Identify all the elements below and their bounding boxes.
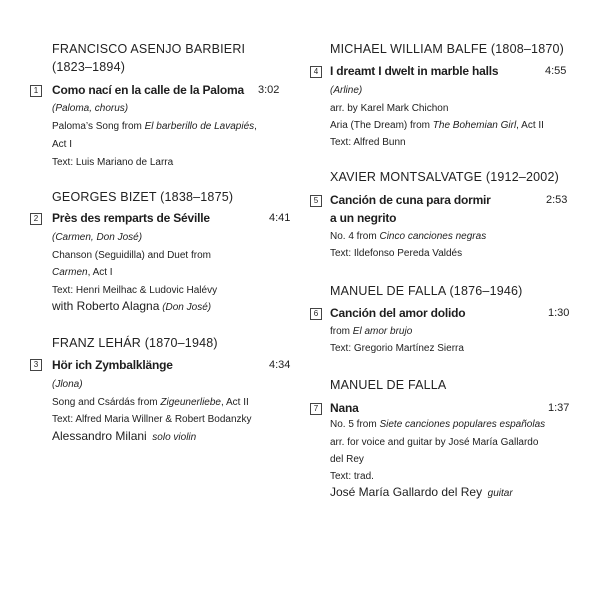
track-text-credit: Text: Gregorio Martínez Sierra (330, 343, 464, 354)
composer-name: GEORGES BIZET (1838–1875) (52, 190, 234, 204)
track-duration: 2:53 (546, 194, 568, 206)
track-number: 3 (30, 359, 42, 371)
track-description: Song and Csárdás from Zigeunerliebe, Act II (52, 397, 249, 408)
track-duration: 4:41 (269, 212, 291, 224)
track-arrangement: arr. for voice and guitar by José María Gallardo (330, 437, 539, 448)
composer-name: MICHAEL WILLIAM BALFE (1808–1870) (330, 42, 565, 56)
track-title: Canción de cuna para dormir (330, 193, 491, 207)
track-roles: (Paloma, chorus) (52, 103, 129, 114)
track-text-credit: Text: Ildefonso Pereda Valdés (330, 248, 463, 259)
track-duration: 4:34 (269, 359, 291, 371)
composer-name: MANUEL DE FALLA (330, 378, 447, 392)
track-roles: (Carmen, Don José) (52, 232, 143, 243)
track-description-2: Act I (52, 139, 73, 150)
track-title: Canción del amor dolido (330, 306, 466, 320)
composer-name: MANUEL DE FALLA (1876–1946) (330, 284, 523, 298)
track-number: 2 (30, 213, 42, 225)
track-number: 5 (310, 195, 322, 207)
track-duration: 3:02 (258, 84, 280, 96)
track-description: Aria (The Dream) from The Bohemian Girl, Act II (330, 120, 544, 131)
track-title: I dreamt I dwelt in marble halls (330, 64, 499, 78)
track-duration: 4:55 (545, 65, 567, 77)
track-arrangement-2: del Rey (330, 454, 364, 465)
track-title: Hör ich Zymbalklänge (52, 358, 173, 372)
composer-name: FRANZ LEHÁR (1870–1948) (52, 336, 218, 350)
track-text-credit: Text: Luis Mariano de Larra (52, 157, 174, 168)
track-title-continued: a un negrito (330, 211, 397, 225)
track-number: 7 (310, 403, 322, 415)
track-number: 1 (30, 85, 42, 97)
track-text-credit: Text: Alfred Bunn (330, 137, 406, 148)
track-duration: 1:37 (548, 402, 570, 414)
track-performer: Alessandro Milani solo violin (52, 429, 197, 443)
track-roles: (Arline) (330, 85, 363, 96)
track-number: 6 (310, 308, 322, 320)
track-description: No. 5 from Siete canciones populares españolas (330, 419, 546, 430)
track-text-credit: Text: Alfred Maria Willner & Robert Bodanzky (52, 414, 252, 425)
track-description: from El amor brujo (330, 326, 413, 337)
track-title: Nana (330, 401, 359, 415)
track-arrangement: arr. by Karel Mark Chichon (330, 103, 449, 114)
composer-name: XAVIER MONTSALVATGE (1912–2002) (330, 170, 559, 184)
composer-name: FRANCISCO ASENJO BARBIERI (52, 42, 246, 56)
track-title: Près des remparts de Séville (52, 211, 210, 225)
track-duration: 1:30 (548, 307, 570, 319)
composer-dates: (1823–1894) (52, 60, 126, 74)
track-number: 4 (310, 66, 322, 78)
track-description: Chanson (Seguidilla) and Duet from (52, 250, 211, 261)
track-description-2: Carmen, Act I (52, 267, 113, 278)
track-text-credit: Text: Henri Meilhac & Ludovic Halévy (52, 285, 218, 296)
track-description: Paloma’s Song from El barberillo de Lavapiés, (52, 121, 257, 132)
track-description: No. 4 from Cinco canciones negras (330, 231, 487, 242)
track-text-credit: Text: trad. (330, 471, 374, 482)
track-performer: José María Gallardo del Rey guitar (330, 485, 513, 499)
track-title: Como nací en la calle de la Paloma (52, 83, 244, 97)
track-performer: with Roberto Alagna (Don José) (52, 299, 212, 313)
track-roles: (Jlona) (52, 379, 83, 390)
